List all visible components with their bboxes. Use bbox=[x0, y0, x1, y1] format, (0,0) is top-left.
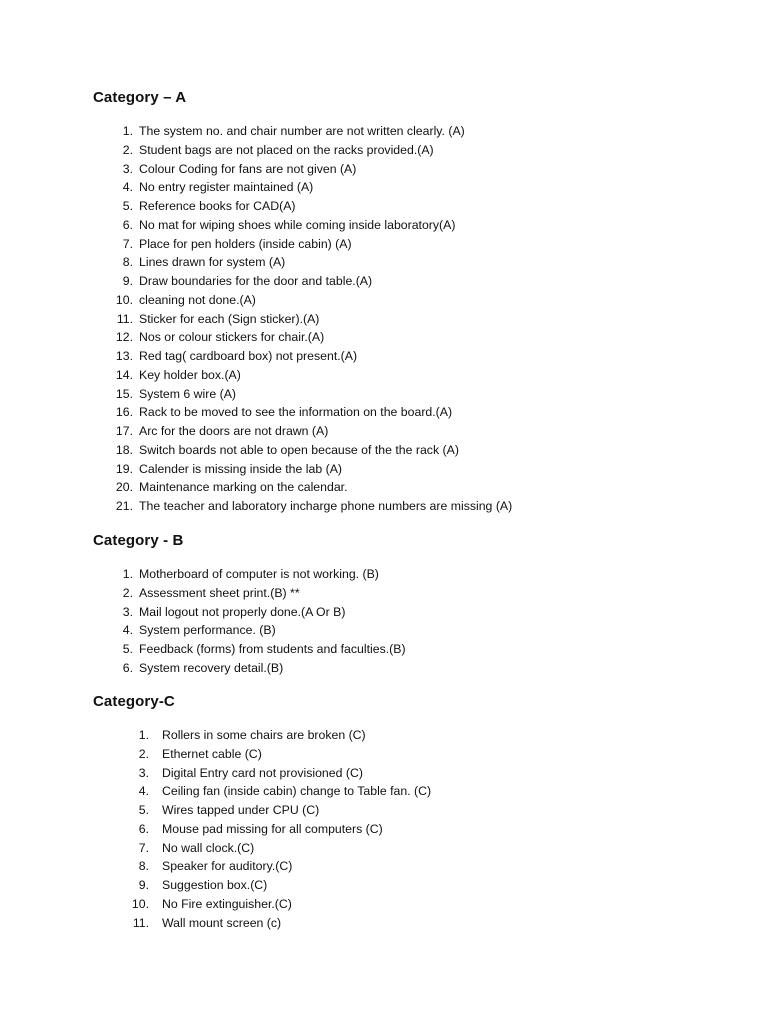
list-item-number: 11. bbox=[116, 311, 133, 326]
list-item-text: Key holder box.(A) bbox=[139, 367, 241, 382]
list-item-number: 18. bbox=[115, 442, 133, 457]
list-item-text: Wall mount screen (c) bbox=[162, 915, 282, 930]
list-item-number: 21. bbox=[115, 499, 133, 513]
list-item-number: 16. bbox=[115, 405, 133, 420]
list-item-number: 4. bbox=[138, 784, 149, 799]
list-item-text: Mail logout not properly done.(A Or B) bbox=[139, 604, 346, 619]
list-item-text: Wires tapped under CPU (C) bbox=[162, 803, 320, 817]
list-item-text: Nos or colour stickers for chair.(A) bbox=[139, 330, 325, 345]
list-item-text: Switch boards not able to open because of the the rack (A) bbox=[139, 442, 459, 457]
list-item-number: 15. bbox=[115, 386, 133, 401]
list-item-number: 5. bbox=[122, 642, 133, 656]
list-item-number: 5. bbox=[138, 803, 149, 817]
list-item-number: 7. bbox=[122, 236, 133, 251]
list-item-number: 9. bbox=[122, 274, 133, 288]
list-item-text: Red tag( cardboard box) not present.(A) bbox=[139, 349, 358, 363]
list-item-text: Student bags are not placed on the racks provided.(A) bbox=[139, 142, 434, 157]
list-item-text: No entry register maintained (A) bbox=[139, 180, 314, 195]
list-item-text: Digital Entry card not provisioned (C) bbox=[162, 765, 363, 780]
list-item-text: Rack to be moved to see the information on the board.(A) bbox=[139, 405, 453, 420]
list-item-number: 6. bbox=[138, 821, 149, 836]
list-item-number: 1. bbox=[122, 124, 133, 138]
list-item-number: 19. bbox=[115, 461, 133, 476]
list-item-number: 20. bbox=[115, 480, 133, 495]
list-item-number: 3. bbox=[122, 161, 133, 176]
list-item-number: 6. bbox=[122, 217, 133, 232]
list-item-number: 4. bbox=[122, 623, 133, 638]
list-item-number: 1. bbox=[122, 567, 133, 581]
list-item-text: Mouse pad missing for all computers (C) bbox=[162, 821, 383, 836]
list-item-text: The system no. and chair number are not written clearly. (A) bbox=[139, 124, 465, 138]
list-item-text: Ceiling fan (inside cabin) change to Table fan. (C) bbox=[162, 784, 432, 799]
list-item-number: 12. bbox=[115, 330, 133, 345]
list-item-number: 2. bbox=[122, 142, 133, 157]
list-item-text: System 6 wire (A) bbox=[139, 386, 237, 401]
list-item-number: 3. bbox=[122, 604, 133, 619]
list-item-text: System recovery detail.(B) bbox=[139, 660, 284, 675]
list-item-text: System performance. (B) bbox=[139, 623, 276, 638]
list-item-text: Calender is missing inside the lab (A) bbox=[139, 461, 342, 476]
list-item-number: 5. bbox=[122, 199, 133, 213]
list-item-number: 6. bbox=[122, 660, 133, 675]
list-item-number: 4. bbox=[122, 180, 133, 195]
list-item-text: Sticker for each (Sign sticker).(A) bbox=[139, 311, 320, 326]
list-item-number: 10. bbox=[115, 292, 133, 307]
list-item-text: Place for pen holders (inside cabin) (A) bbox=[139, 236, 352, 251]
list-item-number: 3. bbox=[138, 765, 149, 780]
list-item-text: No wall clock.(C) bbox=[162, 840, 255, 855]
list-item-text: Draw boundaries for the door and table.(A) bbox=[139, 274, 373, 288]
list-item-text: cleaning not done.(A) bbox=[139, 292, 256, 307]
list-item-text: Feedback (forms) from students and faculties.(B) bbox=[139, 642, 406, 656]
list-item-number: 17. bbox=[115, 424, 133, 438]
list-item-text: Arc for the doors are not drawn (A) bbox=[139, 424, 329, 438]
list-item-text: Ethernet cable (C) bbox=[162, 746, 262, 761]
list-item-text: No mat for wiping shoes while coming inside laboratory(A) bbox=[139, 217, 456, 232]
list-item-number: 11. bbox=[132, 915, 149, 930]
list-item-text: Lines drawn for system (A) bbox=[139, 255, 286, 270]
list-item-number: 13. bbox=[115, 349, 133, 363]
list-item-text: Reference books for CAD(A) bbox=[139, 199, 296, 213]
list-item-text: Rollers in some chairs are broken (C) bbox=[162, 728, 366, 742]
list-item-number: 2. bbox=[122, 585, 133, 600]
list-item-number: 9. bbox=[138, 878, 149, 892]
list-item-number: 2. bbox=[138, 746, 149, 761]
category-b-heading: Category - B bbox=[93, 532, 184, 549]
list-item-text: Motherboard of computer is not working. (B) bbox=[139, 567, 379, 581]
category-a-heading: Category – A bbox=[93, 89, 187, 106]
list-item-number: 1. bbox=[138, 728, 149, 742]
list-item-text: The teacher and laboratory incharge phone numbers are missing (A) bbox=[139, 499, 513, 513]
list-item-text: No Fire extinguisher.(C) bbox=[162, 896, 292, 911]
list-item-number: 8. bbox=[138, 859, 149, 874]
list-item-number: 7. bbox=[138, 840, 149, 855]
list-item-text: Colour Coding for fans are not given (A) bbox=[139, 161, 357, 176]
list-item-text: Maintenance marking on the calendar. bbox=[139, 480, 348, 495]
category-c-heading: Category-C bbox=[93, 693, 175, 710]
list-item-text: Assessment sheet print.(B) ** bbox=[139, 585, 300, 600]
list-item-number: 14. bbox=[115, 367, 133, 382]
list-item-number: 10. bbox=[131, 896, 149, 911]
list-item-number: 8. bbox=[122, 255, 133, 270]
list-item-text: Speaker for auditory.(C) bbox=[162, 859, 293, 874]
list-item-text: Suggestion box.(C) bbox=[162, 878, 268, 892]
